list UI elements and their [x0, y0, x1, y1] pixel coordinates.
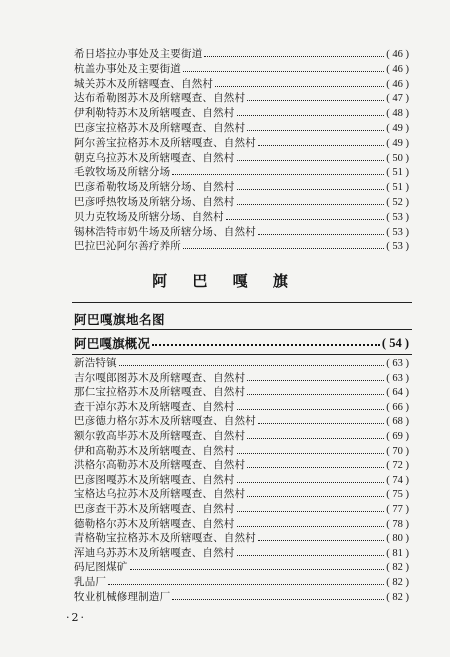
toc-entry-title: 宝格达乌拉苏木及所辖嘎查、自然村	[74, 488, 246, 501]
dot-leader	[247, 100, 384, 101]
page-number: ·2·	[66, 611, 86, 624]
dot-leader	[247, 130, 384, 131]
toc-entry-title: 查干淖尔苏木及所辖嘎查、自然村	[74, 400, 235, 413]
toc-entry-title: 巴彦德力格尔苏木及所辖嘎查、自然村	[74, 415, 256, 428]
toc-entry-page: ( 50 )	[386, 152, 409, 164]
toc-entry-title: 锡林浩特市奶牛场及所辖分场、自然村	[74, 225, 256, 238]
dot-leader	[183, 248, 384, 249]
toc-entry-title: 城关苏木及所辖嘎查、自然村	[74, 77, 214, 90]
toc-entry-page: ( 48 )	[386, 108, 409, 120]
toc-entry-title: 新浩特镇	[74, 357, 117, 369]
dot-leader	[237, 204, 385, 205]
toc-entry	[74, 414, 409, 429]
toc-entry-page: ( 49 )	[386, 123, 409, 134]
toc-entry-title: 阿巴嘎旗概况	[74, 335, 151, 351]
toc-entry	[74, 487, 409, 502]
toc-entry-page: ( 63 )	[386, 372, 409, 384]
dot-leader	[258, 540, 384, 541]
toc-entry-title: 贝力克牧场及所辖分场、自然村	[74, 210, 224, 223]
toc-entry	[74, 91, 409, 106]
toc-entry	[74, 195, 409, 210]
dot-leader	[237, 189, 385, 190]
toc-entry	[74, 458, 409, 473]
toc-entry	[74, 356, 409, 371]
section-heading: 阿 巴 嘎 旗	[152, 272, 298, 290]
toc-entry-page: ( 70 )	[386, 445, 409, 457]
toc-entry	[74, 531, 409, 546]
toc-entry	[74, 385, 409, 400]
toc-entry-title: 那仁宝拉格苏木及所辖嘎查、自然村	[74, 386, 246, 399]
toc-entry-page: ( 63 )	[386, 358, 409, 369]
toc-entry-title: 巴彦呼热牧场及所辖分场、自然村	[74, 196, 235, 208]
toc-entry-page: ( 72 )	[386, 460, 409, 472]
toc-entry	[74, 429, 409, 444]
dot-leader	[258, 145, 384, 146]
toc-entry-page: ( 46 )	[386, 49, 409, 60]
toc-entry	[74, 517, 409, 532]
dot-leader	[226, 219, 384, 220]
toc-entry-title: 伊和高勒苏木及所辖嘎查、自然村	[74, 444, 235, 457]
toc-entry-title: 洪格尔高勒苏木及所辖嘎查、自然村	[74, 459, 246, 472]
toc-entry	[74, 151, 409, 166]
toc-entry-page: ( 54 )	[381, 335, 409, 350]
toc-entry-page: ( 82 )	[386, 577, 409, 588]
dot-leader	[172, 174, 384, 175]
dot-leader	[258, 423, 384, 424]
dot-leader	[172, 599, 384, 600]
toc-entry-title: 巴彦宝拉格苏木及所辖嘎查、自然村	[74, 122, 246, 134]
toc-entry	[74, 47, 409, 62]
dot-leader	[237, 555, 385, 556]
toc-entry-title: 杭盖办事处及主要街道	[74, 62, 181, 75]
toc-entry-page: ( 75 )	[386, 489, 409, 501]
toc-entry-title: 伊利勒特苏木及所辖嘎查、自然村	[74, 107, 235, 120]
toc-entry-page: ( 47 )	[386, 93, 409, 105]
toc-entry	[74, 225, 409, 240]
divider	[72, 302, 412, 303]
dot-leader	[247, 438, 384, 439]
dot-leader	[247, 496, 384, 497]
toc-entry	[74, 180, 409, 195]
dot-leader	[108, 584, 384, 585]
toc-entry-page: ( 82 )	[386, 591, 409, 603]
toc-entry-page: ( 53 )	[386, 211, 409, 223]
dot-leader	[152, 344, 380, 346]
toc-entry-page: ( 51 )	[386, 182, 409, 194]
toc-entry-page: ( 80 )	[386, 533, 409, 545]
toc-entry	[74, 502, 409, 517]
dot-leader	[247, 394, 384, 395]
toc-entry-page: ( 46 )	[386, 63, 409, 75]
dot-leader	[247, 380, 384, 381]
toc-entry-title: 浑迪乌苏苏木及所辖嘎查、自然村	[74, 546, 235, 559]
toc-entry	[74, 239, 409, 254]
toc-entry-page: ( 82 )	[386, 562, 409, 574]
toc-entry-title: 青格勒宝拉格苏木及所辖嘎查、自然村	[74, 532, 256, 545]
divider	[72, 354, 412, 355]
toc-entry-title: 达布希勒图苏木及所辖嘎查、自然村	[74, 92, 246, 105]
toc-entry-title: 巴拉巴沁阿尔善疗养所	[74, 240, 181, 253]
divider	[72, 329, 412, 330]
toc-entry-title: 阿尔善宝拉格苏木及所辖嘎查、自然村	[74, 136, 256, 149]
toc-entry-page: ( 74 )	[386, 474, 409, 486]
toc-entry	[74, 371, 409, 386]
toc-entry	[74, 121, 409, 136]
toc-entry-page: ( 69 )	[386, 431, 409, 442]
toc-entry-title: 巴彦图嘎苏木及所辖嘎查、自然村	[74, 473, 235, 486]
dot-leader	[237, 115, 385, 116]
toc-entry	[74, 136, 409, 151]
toc-entry	[74, 210, 409, 225]
toc-entry	[74, 77, 409, 92]
toc-entry-page: ( 49 )	[386, 137, 409, 149]
toc-entry	[74, 106, 409, 121]
toc-entry	[74, 590, 409, 605]
dot-leader	[215, 86, 384, 87]
toc-entry-title: 希日塔拉办事处及主要街道	[74, 48, 203, 60]
toc-entry-page: ( 53 )	[386, 241, 409, 253]
toc-entry-page: ( 81 )	[386, 547, 409, 559]
dot-leader	[204, 56, 384, 57]
dot-leader	[183, 71, 384, 72]
toc-entry-page: ( 46 )	[386, 78, 409, 90]
dot-leader	[247, 467, 384, 468]
toc-entry-title: 吉尔嘎郎图苏木及所辖嘎查、自然村	[74, 371, 246, 384]
toc-entry	[74, 575, 409, 590]
toc-entry-title: 朝克乌拉苏木及所辖嘎查、自然村	[74, 151, 235, 164]
toc-entry-page: ( 53 )	[386, 226, 409, 238]
toc-entry-title: 额尔敦高毕苏木及所辖嘎查、自然村	[74, 430, 246, 442]
dot-leader	[237, 409, 385, 410]
toc-entry	[74, 560, 409, 575]
toc-entry-title: 巴彦希勒牧场及所辖分场、自然村	[74, 181, 235, 194]
toc-entry-title: 牧业机械修理制造厂	[74, 590, 171, 603]
toc-entry	[74, 165, 409, 180]
dot-leader	[237, 160, 385, 161]
map-title: 阿巴嘎旗地名图	[74, 312, 166, 327]
toc-entry-page: ( 51 )	[386, 167, 409, 179]
toc-entry	[74, 546, 409, 561]
toc-entry-page: ( 68 )	[386, 416, 409, 428]
dot-leader	[237, 526, 385, 527]
toc-entry-page: ( 78 )	[386, 518, 409, 530]
toc-entry	[74, 400, 409, 415]
toc-entry-page: ( 77 )	[386, 504, 409, 515]
dot-leader	[237, 453, 385, 454]
toc-entry-overview	[74, 333, 409, 353]
toc-entry-title: 乳品厂	[74, 576, 107, 588]
toc-entry-title: 巴彦查干苏木及所辖嘎查、自然村	[74, 503, 235, 515]
dot-leader	[119, 365, 384, 366]
toc-entry	[74, 444, 409, 459]
dot-leader	[237, 482, 385, 483]
dot-leader	[258, 234, 384, 235]
toc-entry-title: 码尼图煤矿	[74, 561, 128, 574]
toc-entry-page: ( 52 )	[386, 197, 409, 208]
dot-leader	[130, 569, 385, 570]
toc-entry	[74, 62, 409, 77]
toc-entry-page: ( 66 )	[386, 401, 409, 413]
toc-entry-page: ( 64 )	[386, 387, 409, 399]
toc-entry-title: 德勒格尔苏木及所辖嘎查、自然村	[74, 517, 235, 530]
toc-entry	[74, 473, 409, 488]
dot-leader	[237, 511, 385, 512]
toc-entry-title: 毛敦牧场及所辖分场	[74, 166, 171, 179]
